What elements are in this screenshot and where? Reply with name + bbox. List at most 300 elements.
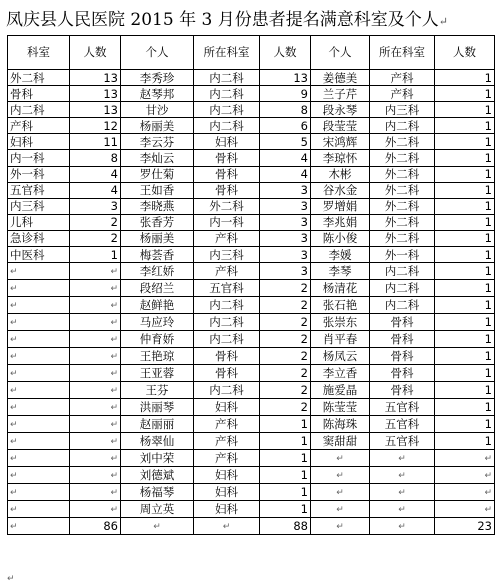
paragraph-mark-icon: ↵ [484, 505, 492, 516]
cell-person-2: 肖平春 [311, 331, 370, 348]
cell-person-2-dept: 外二科 [370, 214, 435, 230]
cell-person-2: 兰子芹 [311, 86, 370, 102]
cell-person-2: 李琼怀 [311, 150, 370, 166]
table-row [8, 484, 495, 501]
cell-dept [8, 433, 70, 450]
cell-person-2-count: 1 [435, 247, 495, 263]
cell-person-2-count [435, 450, 495, 467]
cell-person-2-count: 1 [435, 134, 495, 150]
header-person-2: 个人 [311, 36, 370, 70]
paragraph-mark-icon: ↵ [398, 471, 406, 482]
cell-person-2-count: 1 [435, 348, 495, 365]
header-row [8, 36, 495, 70]
cell-person-count: 6 [260, 118, 311, 134]
cell-person-count: 9 [260, 86, 311, 102]
cell-person-2-dept [370, 501, 435, 518]
cell-person-2: 段永琴 [311, 102, 370, 118]
cell-person: 王亚蓉 [121, 365, 194, 382]
cell-dept [8, 263, 70, 280]
cell-dept [8, 314, 70, 331]
cell-person-dept: 产科 [194, 230, 260, 246]
cell-count: 4 [70, 166, 121, 182]
cell-dept [8, 467, 70, 484]
cell-person-2-count: 1 [435, 198, 495, 214]
cell-person-2-dept: 外一科 [370, 247, 435, 263]
cell-person-2-count: 1 [435, 416, 495, 433]
cell-person-2-count: 1 [435, 150, 495, 166]
cell-person-dept: 骨科 [194, 150, 260, 166]
cell-count: 2 [70, 230, 121, 246]
cell-count [70, 314, 121, 331]
cell-person-dept: 内二科 [194, 331, 260, 348]
table-row [8, 450, 495, 467]
cell-person-2 [311, 501, 370, 518]
paragraph-mark-icon: ↵ [438, 15, 448, 28]
cell-person-2: 罗增娟 [311, 198, 370, 214]
cell-person-2-dept: 外二科 [370, 150, 435, 166]
cell-count: 8 [70, 150, 121, 166]
cell-person-count: 3 [260, 230, 311, 246]
cell-person-2: 李兆娟 [311, 214, 370, 230]
paragraph-mark-icon: ↵ [10, 267, 18, 278]
cell-person-2-dept: 五官科 [370, 399, 435, 416]
cell-count: 2 [70, 214, 121, 230]
cell-person-2-dept: 五官科 [370, 416, 435, 433]
cell-person-2-dept: 外二科 [370, 134, 435, 150]
cell-person-2: 杨清花 [311, 280, 370, 297]
cell-person-2-count: 1 [435, 433, 495, 450]
table-row [8, 433, 495, 450]
cell-person-count: 3 [260, 182, 311, 198]
cell-dept: 外一科 [8, 166, 70, 182]
cell-person-2-dept: 骨科 [370, 348, 435, 365]
paragraph-mark-icon: ↵ [10, 335, 18, 346]
table-body [8, 70, 495, 535]
table-row [8, 166, 495, 182]
cell-person: 杨丽美 [121, 230, 194, 246]
paragraph-mark-icon: ↵ [336, 454, 344, 465]
cell-person-count: 3 [260, 263, 311, 280]
paragraph-mark-icon: ↵ [484, 471, 492, 482]
cell-person-2 [311, 518, 370, 535]
cell-person: 仲育娇 [121, 331, 194, 348]
cell-dept [8, 484, 70, 501]
cell-person-2: 姜德美 [311, 70, 370, 86]
cell-person-dept: 妇科 [194, 501, 260, 518]
cell-person-2-count: 1 [435, 365, 495, 382]
cell-person-2-count [435, 501, 495, 518]
cell-person-count: 1 [260, 433, 311, 450]
cell-person-dept: 妇科 [194, 399, 260, 416]
cell-dept: 急诊科 [8, 230, 70, 246]
cell-person [121, 518, 194, 535]
cell-person-2 [311, 450, 370, 467]
total-row [8, 518, 495, 535]
table-row [8, 118, 495, 134]
cell-dept [8, 450, 70, 467]
cell-person-2-count: 1 [435, 214, 495, 230]
cell-person-2: 窦甜甜 [311, 433, 370, 450]
document-title [6, 5, 496, 31]
cell-person: 刘德斌 [121, 467, 194, 484]
cell-person-2-count [435, 467, 495, 484]
cell-person-2-count: 1 [435, 399, 495, 416]
cell-person-dept [194, 518, 260, 535]
cell-person-count: 2 [260, 399, 311, 416]
cell-person-2-dept: 骨科 [370, 382, 435, 399]
cell-count [70, 348, 121, 365]
cell-dept: 内三科 [8, 198, 70, 214]
table-row [8, 467, 495, 484]
cell-person-count: 1 [260, 416, 311, 433]
paragraph-mark-icon: ↵ [110, 403, 118, 414]
cell-person-2-count: 1 [435, 263, 495, 280]
cell-person-2-dept [370, 450, 435, 467]
header-person: 个人 [121, 36, 194, 70]
cell-person: 洪丽琴 [121, 399, 194, 416]
cell-person-2-dept: 产科 [370, 86, 435, 102]
cell-person-count: 5 [260, 134, 311, 150]
cell-person-2: 陈海珠 [311, 416, 370, 433]
cell-person-dept: 内一科 [194, 214, 260, 230]
cell-person-count: 2 [260, 331, 311, 348]
paragraph-mark-icon: ↵ [10, 437, 18, 448]
cell-person-2-dept: 骨科 [370, 331, 435, 348]
cell-person-2-count: 1 [435, 70, 495, 86]
paragraph-mark-icon: ↵ [336, 488, 344, 499]
cell-person-dept: 内三科 [194, 247, 260, 263]
cell-count [70, 399, 121, 416]
paragraph-mark-icon: ↵ [110, 454, 118, 465]
cell-dept [8, 331, 70, 348]
paragraph-mark-icon: ↵ [10, 284, 18, 295]
cell-person-dept: 内二科 [194, 70, 260, 86]
cell-person: 周立英 [121, 501, 194, 518]
cell-dept: 妇科 [8, 134, 70, 150]
paragraph-mark-icon: ↵ [110, 301, 118, 312]
cell-person: 杨丽美 [121, 118, 194, 134]
cell-person-count: 2 [260, 314, 311, 331]
table-row [8, 182, 495, 198]
paragraph-mark-icon: ↵ [10, 318, 18, 329]
table-row [8, 382, 495, 399]
paragraph-mark-icon: ↵ [10, 454, 18, 465]
cell-person-count: 3 [260, 214, 311, 230]
paragraph-mark-icon: ↵ [10, 369, 18, 380]
paragraph-mark-icon: ↵ [110, 437, 118, 448]
cell-person-dept: 妇科 [194, 467, 260, 484]
cell-person-2: 木彬 [311, 166, 370, 182]
paragraph-mark-icon: ↵ [110, 369, 118, 380]
table-row [8, 263, 495, 280]
cell-person: 王芬 [121, 382, 194, 399]
cell-dept [8, 518, 70, 535]
cell-person-count: 2 [260, 382, 311, 399]
table-row [8, 314, 495, 331]
cell-count [70, 501, 121, 518]
cell-person: 李灿云 [121, 150, 194, 166]
cell-person-dept: 产科 [194, 416, 260, 433]
cell-person-2: 陈莹莹 [311, 399, 370, 416]
cell-person: 段绍兰 [121, 280, 194, 297]
table-row [8, 134, 495, 150]
paragraph-mark-icon: ↵ [398, 505, 406, 516]
paragraph-mark-icon: ↵ [110, 318, 118, 329]
cell-person-2-count [435, 484, 495, 501]
cell-count: 11 [70, 134, 121, 150]
cell-person-2-dept: 内三科 [370, 102, 435, 118]
cell-dept [8, 501, 70, 518]
cell-person: 王艳琼 [121, 348, 194, 365]
cell-person-dept: 骨科 [194, 182, 260, 198]
paragraph-mark-icon: ↵ [10, 488, 18, 499]
cell-person: 马应玲 [121, 314, 194, 331]
cell-person-count: 3 [260, 198, 311, 214]
cell-person: 赵琴邦 [121, 86, 194, 102]
header-dept: 科室 [8, 36, 70, 70]
cell-count: 13 [70, 70, 121, 86]
cell-person: 赵鲜艳 [121, 297, 194, 314]
header-person-2-count: 人数 [435, 36, 495, 70]
cell-person-2-dept: 外二科 [370, 198, 435, 214]
cell-person: 赵丽丽 [121, 416, 194, 433]
cell-person-2-count: 1 [435, 182, 495, 198]
cell-person-2: 施爱晶 [311, 382, 370, 399]
paragraph-mark-icon: ↵ [110, 386, 118, 397]
cell-person-dept: 骨科 [194, 166, 260, 182]
cell-person-2-count: 1 [435, 297, 495, 314]
table-row [8, 501, 495, 518]
cell-person: 梅荟香 [121, 247, 194, 263]
cell-count [70, 365, 121, 382]
cell-person-2-count: 1 [435, 166, 495, 182]
cell-person-2: 段莹莹 [311, 118, 370, 134]
cell-person: 甘沙 [121, 102, 194, 118]
cell-person-2-dept: 外二科 [370, 166, 435, 182]
paragraph-mark-icon: ↵ [110, 505, 118, 516]
cell-person-2-count: 1 [435, 230, 495, 246]
cell-person-2-count: 23 [435, 518, 495, 535]
cell-person-dept: 内二科 [194, 297, 260, 314]
cell-person-2-dept: 骨科 [370, 365, 435, 382]
cell-person-count: 3 [260, 247, 311, 263]
cell-dept: 儿科 [8, 214, 70, 230]
cell-person-dept: 骨科 [194, 348, 260, 365]
cell-person-2 [311, 484, 370, 501]
cell-count: 13 [70, 102, 121, 118]
cell-person: 李晓燕 [121, 198, 194, 214]
cell-dept [8, 382, 70, 399]
cell-person-2-count: 1 [435, 102, 495, 118]
cell-person-2-count: 1 [435, 382, 495, 399]
cell-dept [8, 416, 70, 433]
cell-person-2: 陈小俊 [311, 230, 370, 246]
cell-person-2-count: 1 [435, 314, 495, 331]
cell-person-dept: 外二科 [194, 198, 260, 214]
cell-person-2-dept [370, 467, 435, 484]
paragraph-mark-icon: ↵ [398, 488, 406, 499]
paragraph-mark-icon: ↵ [10, 403, 18, 414]
cell-person-count: 1 [260, 467, 311, 484]
cell-dept: 五官科 [8, 182, 70, 198]
paragraph-mark-icon: ↵ [10, 471, 18, 482]
cell-person-count: 1 [260, 484, 311, 501]
satisfaction-table [7, 35, 495, 535]
paragraph-mark-icon: ↵ [7, 574, 15, 584]
cell-person-2 [311, 467, 370, 484]
cell-person-count: 1 [260, 450, 311, 467]
paragraph-mark-icon: ↵ [336, 471, 344, 482]
cell-person-2: 张崇东 [311, 314, 370, 331]
table-row [8, 230, 495, 246]
cell-person-count: 4 [260, 150, 311, 166]
paragraph-mark-icon: ↵ [484, 488, 492, 499]
paragraph-mark-icon: ↵ [153, 522, 161, 533]
cell-dept [8, 297, 70, 314]
cell-person-count: 8 [260, 102, 311, 118]
cell-person-2-dept: 内二科 [370, 118, 435, 134]
cell-person-dept: 产科 [194, 263, 260, 280]
header-count: 人数 [70, 36, 121, 70]
paragraph-mark-icon: ↵ [336, 522, 344, 533]
cell-dept: 内一科 [8, 150, 70, 166]
cell-dept [8, 348, 70, 365]
cell-count [70, 433, 121, 450]
cell-person-2-dept: 内二科 [370, 263, 435, 280]
cell-person-count: 4 [260, 166, 311, 182]
cell-person: 张香芳 [121, 214, 194, 230]
cell-person-2-count: 1 [435, 118, 495, 134]
table-row [8, 297, 495, 314]
table-row [8, 198, 495, 214]
cell-person-2-dept: 骨科 [370, 314, 435, 331]
cell-dept: 内二科 [8, 102, 70, 118]
table-row [8, 280, 495, 297]
cell-person-2: 张石艳 [311, 297, 370, 314]
cell-person-2-dept: 外二科 [370, 182, 435, 198]
table-row [8, 214, 495, 230]
cell-person-count: 2 [260, 365, 311, 382]
cell-count [70, 297, 121, 314]
paragraph-mark-icon: ↵ [222, 522, 231, 533]
table-row [8, 399, 495, 416]
cell-person-dept: 骨科 [194, 365, 260, 382]
cell-person: 李秀珍 [121, 70, 194, 86]
paragraph-mark-icon: ↵ [10, 505, 18, 516]
title-text: 凤庆县人民医院 2015 年 3 月份患者提名满意科室及个人 [6, 10, 439, 30]
header-person-2-dept: 所在科室 [370, 36, 435, 70]
cell-person-2: 宋鸿辉 [311, 134, 370, 150]
cell-dept [8, 365, 70, 382]
cell-count [70, 416, 121, 433]
header-person-count: 人数 [260, 36, 311, 70]
cell-person-dept: 产科 [194, 433, 260, 450]
cell-person-count: 2 [260, 280, 311, 297]
cell-dept [8, 280, 70, 297]
cell-dept [8, 399, 70, 416]
paragraph-mark-icon: ↵ [10, 301, 18, 312]
cell-count [70, 263, 121, 280]
cell-person: 李红娇 [121, 263, 194, 280]
paragraph-mark-icon: ↵ [398, 454, 406, 465]
cell-person-2-dept: 内二科 [370, 280, 435, 297]
paragraph-mark-icon: ↵ [110, 267, 118, 278]
cell-person-dept: 内二科 [194, 314, 260, 331]
cell-person: 罗仕菊 [121, 166, 194, 182]
cell-count: 12 [70, 118, 121, 134]
cell-person-count: 13 [260, 70, 311, 86]
cell-count [70, 484, 121, 501]
cell-person-2: 李琴 [311, 263, 370, 280]
cell-dept: 骨科 [8, 86, 70, 102]
header-person-dept: 所在科室 [194, 36, 260, 70]
cell-person-2-count: 1 [435, 280, 495, 297]
cell-person: 杨翠仙 [121, 433, 194, 450]
cell-count: 13 [70, 86, 121, 102]
cell-person-2-dept: 五官科 [370, 433, 435, 450]
table-row [8, 102, 495, 118]
cell-person: 刘中荣 [121, 450, 194, 467]
cell-person-dept: 内二科 [194, 86, 260, 102]
cell-person-2: 李媛 [311, 247, 370, 263]
table-row [8, 331, 495, 348]
table-row [8, 150, 495, 166]
paragraph-mark-icon: ↵ [110, 420, 118, 431]
cell-person-count: 2 [260, 348, 311, 365]
table-row [8, 247, 495, 263]
paragraph-mark-icon: ↵ [110, 488, 118, 499]
cell-count: 4 [70, 182, 121, 198]
paragraph-mark-icon: ↵ [10, 522, 18, 533]
cell-person-2-count: 1 [435, 86, 495, 102]
cell-count: 1 [70, 247, 121, 263]
paragraph-mark-icon: ↵ [398, 522, 406, 533]
table-row [8, 416, 495, 433]
table-row [8, 365, 495, 382]
cell-person-2-dept: 内二科 [370, 297, 435, 314]
cell-person-dept: 五官科 [194, 280, 260, 297]
cell-count [70, 450, 121, 467]
cell-person-2: 杨凤云 [311, 348, 370, 365]
cell-person-dept: 内二科 [194, 102, 260, 118]
cell-person-2: 李立香 [311, 365, 370, 382]
cell-person: 王如香 [121, 182, 194, 198]
cell-dept: 外二科 [8, 70, 70, 86]
paragraph-mark-icon: ↵ [484, 454, 492, 465]
cell-person-dept: 内二科 [194, 382, 260, 399]
cell-person-dept: 产科 [194, 450, 260, 467]
cell-person-2: 谷水金 [311, 182, 370, 198]
cell-person-dept: 内二科 [194, 118, 260, 134]
cell-person-2-dept [370, 518, 435, 535]
cell-person-2-dept [370, 484, 435, 501]
table-row [8, 348, 495, 365]
cell-person-count: 2 [260, 297, 311, 314]
cell-count [70, 382, 121, 399]
cell-person-count: 1 [260, 501, 311, 518]
cell-person-dept: 妇科 [194, 134, 260, 150]
cell-dept: 产科 [8, 118, 70, 134]
cell-count [70, 280, 121, 297]
cell-person: 杨福琴 [121, 484, 194, 501]
cell-person-2-count: 1 [435, 331, 495, 348]
paragraph-mark-icon: ↵ [336, 505, 344, 516]
cell-count [70, 467, 121, 484]
cell-person-2-dept: 产科 [370, 70, 435, 86]
paragraph-mark-icon: ↵ [110, 352, 118, 363]
table-row [8, 70, 495, 86]
table-row [8, 86, 495, 102]
